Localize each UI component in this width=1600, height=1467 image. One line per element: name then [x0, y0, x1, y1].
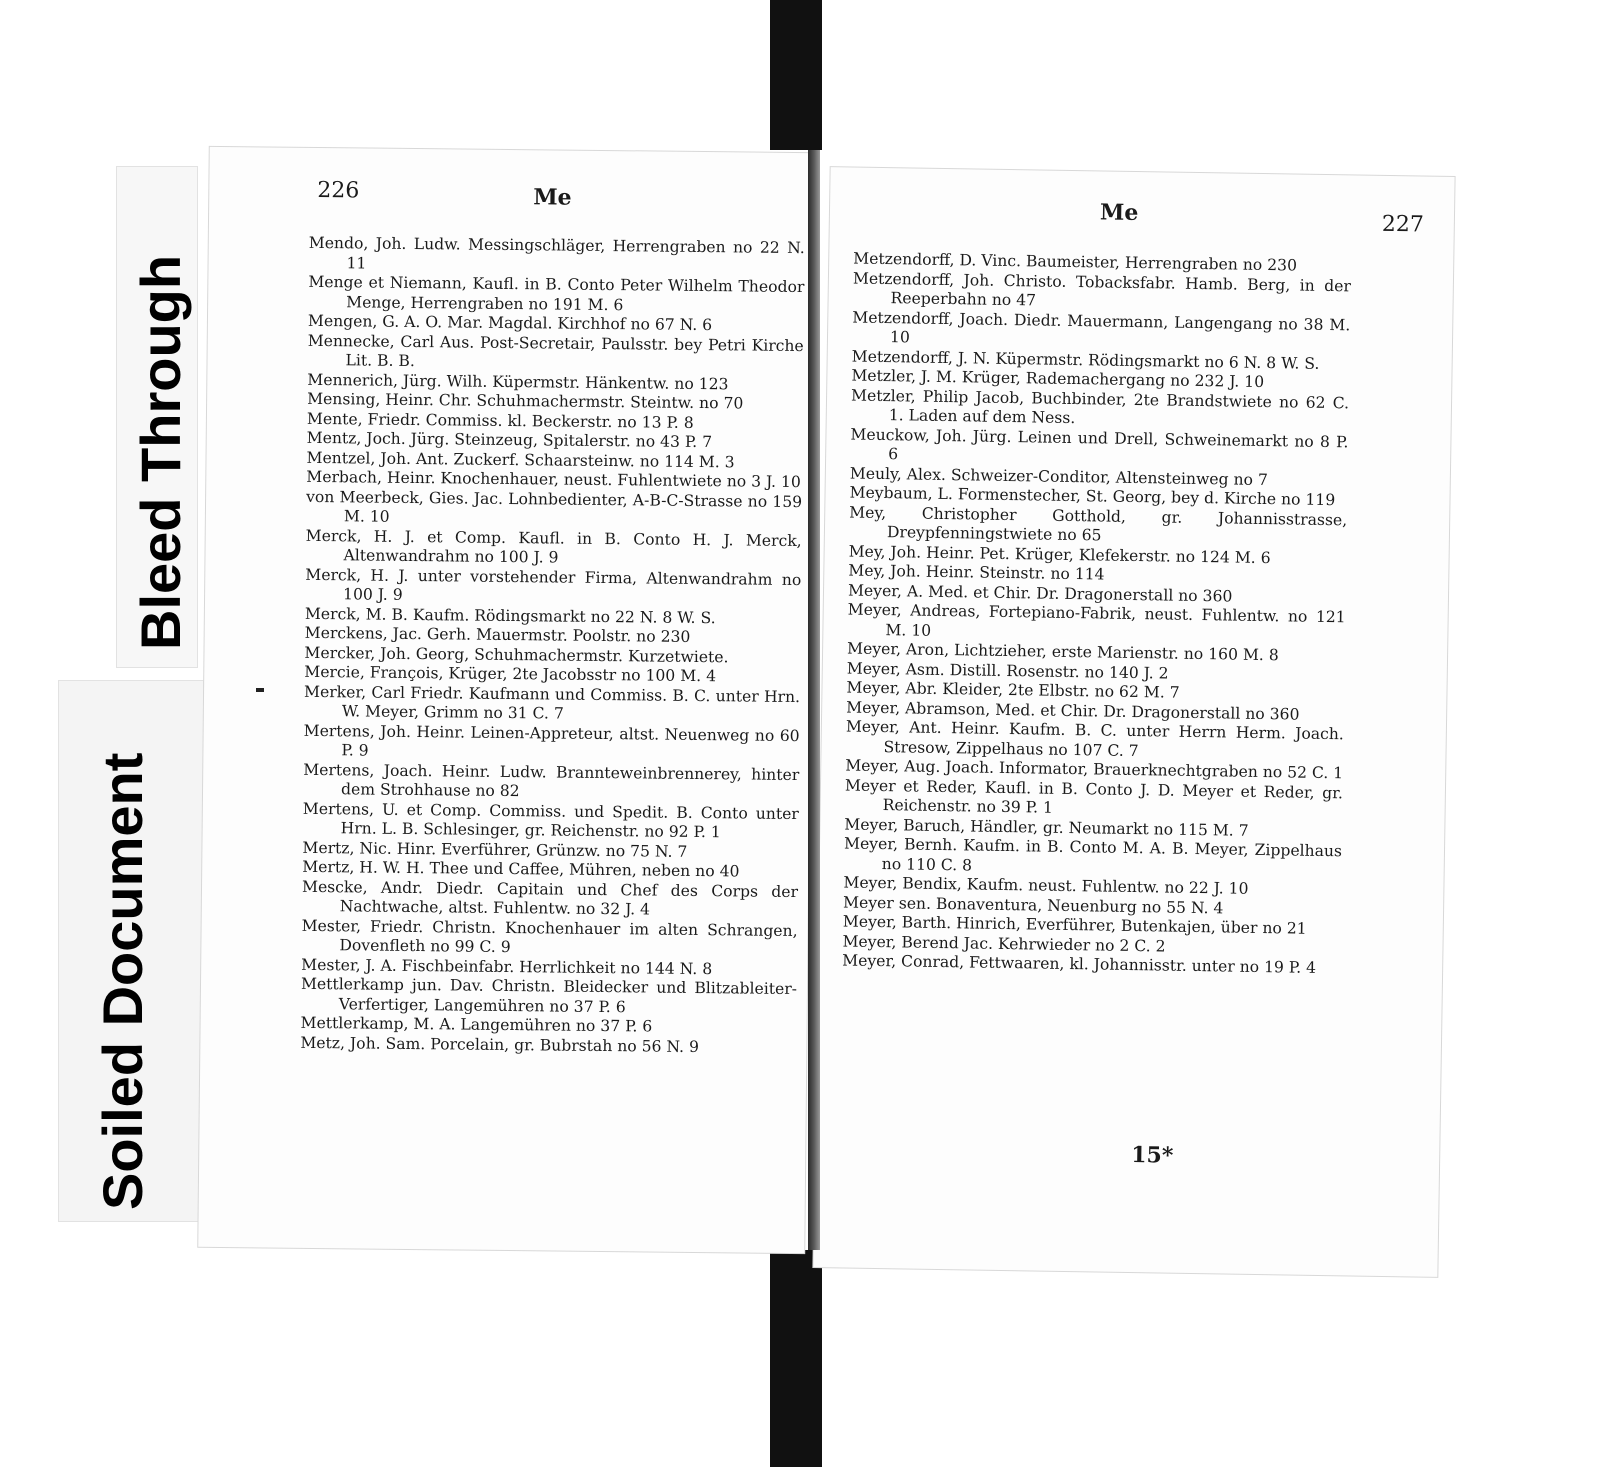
directory-entry: von Meerbeck, Gies. Jac. Lohnbedienter, A-B-C-Strasse no 159 M. 10 [306, 487, 803, 526]
directory-entry: Metzendorff, Joach. Diedr. Mauermann, Langengang no 38 M. 10 [852, 308, 1351, 347]
directory-entry: Mester, Friedr. Christn. Knochenhauer im alten Schrangen, Dovenfleth no 99 C. 9 [301, 916, 798, 957]
left-page [198, 147, 815, 1253]
directory-entry: Mertz, H. W. H. Thee und Caffee, Mühren, neben no 40 [302, 857, 740, 881]
directory-entry: Meyer, Berend Jac. Kehrwieder no 2 C. 2 [842, 931, 1166, 956]
directory-entry: Mey, Joh. Heinr. Steinstr. no 114 [848, 561, 1105, 584]
directory-entry: Mentzel, Joh. Ant. Zuckerf. Schaarsteinw. no 114 M. 3 [306, 448, 735, 471]
directory-entry: Mercie, François, Krüger, 2te Jacobsstr no 100 M. 4 [304, 662, 717, 686]
directory-entry: Mennecke, Carl Aus. Post-Secretair, Paulsstr. bey Petri Kirche Lit. B. B. [307, 331, 804, 371]
directory-entry: Meyer, A. Med. et Chir. Dr. Dragonerstall no 360 [847, 580, 1233, 606]
book-spine [808, 150, 820, 1250]
directory-entry: Meyer, Asm. Distill. Rosenstr. no 140 J. 2 [846, 658, 1169, 683]
directory-entry: Merck, H. J. unter vorstehender Firma, Altenwandrahm no 100 J. 9 [305, 565, 802, 604]
directory-entry: Mercker, Joh. Georg, Schuhmachermstr. Kurzetwiete. [304, 643, 729, 666]
directory-entry: Meyer, Baruch, Händler, gr. Neumarkt no 115 M. 7 [844, 814, 1249, 840]
directory-entry: Merckens, Jac. Gerh. Mauermstr. Poolstr. no 230 [304, 623, 691, 646]
directory-entry: Meyer, Bernh. Kaufm. in B. Conto M. A. B. Meyer, Zippelhaus no 110 C. 8 [843, 834, 1343, 874]
right-page [813, 167, 1454, 1277]
directory-entry: Meyer, Aron, Lichtzieher, erste Marienstr. no 160 M. 8 [846, 639, 1279, 665]
running-head: Me [1099, 199, 1139, 227]
directory-entry: Meyer, Barth. Hinrich, Everführer, Butenkajen, über no 21 [842, 912, 1307, 938]
directory-entry: Meyer sen. Bonaventura, Neuenburg no 55 N. 4 [842, 892, 1224, 917]
directory-entry: Mertz, Nic. Hinr. Everführer, Grünzw. no 75 N. 7 [302, 838, 688, 861]
directory-entry: Mey, Christopher Gotthold, gr. Johannisstrasse, Dreypfenningstwiete no 65 [849, 503, 1348, 545]
directory-entry: Mennerich, Jürg. Wilh. Küpermstr. Hänkentw. no 123 [307, 370, 729, 393]
directory-entry: Mettlerkamp jun. Dav. Christn. Bleidecker und Blitzableiter-Verfertiger, Langemühren no 37 P. 6 [300, 974, 798, 1016]
directory-entry: Mescke, Andr. Diedr. Capitain und Chef des Corps der Nachtwache, altst. Fuhlentw. no 32 J. 4 [301, 877, 799, 919]
directory-entry: Metzendorff, Joh. Christo. Tobacksfabr. Hamb. Berg, in der Reeperbahn no 47 [852, 269, 1352, 310]
directory-entry: Mertens, U. et Comp. Commiss. und Spedit. B. Conto unter Hrn. L. B. Schlesinger, gr. Reichenstr. no 92 P. 1 [302, 799, 799, 842]
directory-entry: Mey, Joh. Heinr. Pet. Krüger, Klefekerstr. no 124 M. 6 [848, 541, 1271, 567]
directory-entry: Mentz, Joch. Jürg. Steinzeug, Spitalerstr. no 43 P. 7 [306, 428, 713, 452]
directory-entry: Meyer, Abramson, Med. et Chir. Dr. Dragonerstall no 360 [846, 697, 1300, 724]
directory-entry: Merker, Carl Friedr. Kaufmann und Commiss. B. C. unter Hrn. W. Meyer, Grimm no 31 C. 7 [303, 682, 801, 723]
directory-entry: Meyer, Bendix, Kaufm. neust. Fuhlentw. no 22 J. 10 [843, 873, 1249, 898]
directory-entry: Mertens, Joh. Heinr. Leinen-Appreteur, altst. Neuenweg no 60 P. 9 [303, 721, 800, 760]
directory-entry: Mendo, Joh. Ludw. Messingschläger, Herrengraben no 22 N. 11 [308, 233, 805, 273]
directory-entry: Metzler, J. M. Krüger, Rademachergang no 232 J. 10 [851, 366, 1265, 392]
directory-entry: Meyer, Aug. Joach. Informator, Brauerknechtgraben no 52 C. 1 [845, 756, 1344, 783]
directory-entry: Meyer et Reder, Kaufl. in B. Conto J. D. Meyer et Reder, gr. Reichenstr. no 39 P. 1 [844, 775, 1344, 817]
signature-mark: 15* [1130, 1142, 1174, 1169]
directory-entry: Metzler, Philip Jacob, Buchbinder, 2te Brandstwiete no 62 C. 1. Laden auf dem Ness. [850, 386, 1350, 428]
directory-entry: Metzendorff, J. N. Küpermstr. Rödingsmarkt no 6 N. 8 W. S. [851, 347, 1320, 373]
directory-entries [842, 250, 1351, 979]
page-number: 227 [1381, 211, 1425, 238]
directory-entry: Metz, Joh. Sam. Porcelain, gr. Bubrstah no 56 N. 9 [300, 1033, 700, 1056]
directory-entry: Meyer, Conrad, Fettwaaren, kl. Johannisstr. unter no 19 P. 4 [842, 951, 1317, 977]
directory-entry: Meuckow, Joh. Jürg. Leinen und Drell, Schweinemarkt no 8 P. 6 [850, 425, 1349, 464]
running-head: Me [533, 184, 572, 211]
directory-entry: Meybaum, L. Formenstecher, St. Georg, bey d. Kirche no 119 [849, 483, 1336, 510]
directory-entry: Mente, Friedr. Commiss. kl. Beckerstr. no 13 P. 8 [306, 409, 694, 432]
bleed-through-label: Bleed Through [129, 254, 192, 650]
binding-clip-bottom [770, 1250, 822, 1467]
directory-entry: Meuly, Alex. Schweizer-Conditor, Altensteinweg no 7 [849, 464, 1268, 489]
directory-entry: Mester, J. A. Fischbeinfabr. Herrlichkeit no 144 N. 8 [301, 955, 713, 978]
directory-entry: Mengen, G. A. O. Mar. Magdal. Kirchhof no 67 N. 6 [307, 311, 713, 335]
directory-entries [300, 234, 805, 1058]
directory-entry: Merbach, Heinr. Knochenhauer, neust. Fuhlentwiete no 3 J. 10 [306, 467, 801, 492]
directory-entry: Meyer, Ant. Heinr. Kaufm. B. C. unter Herrn Herm. Joach. Stresow, Zippelhaus no 107 C. 7 [845, 717, 1344, 760]
directory-entry: Mertens, Joach. Heinr. Ludw. Brannteweinbrennerey, hinter dem Strohhause no 82 [303, 760, 800, 801]
directory-entry: Menge et Niemann, Kaufl. in B. Conto Peter Wilhelm Theodor Menge, Herrengraben no 191 M. 6 [308, 272, 805, 314]
directory-entry: Metzendorff, D. Vinc. Baumeister, Herrengraben no 230 [853, 249, 1298, 275]
directory-entry: Mettlerkamp, M. A. Langemühren no 37 P. 6 [300, 1013, 653, 1036]
directory-entry: Merck, H. J. et Comp. Kaufl. in B. Conto H. J. Merck, Altenwandrahm no 100 J. 9 [305, 526, 802, 567]
directory-entry: Merck, M. B. Kaufm. Rödingsmarkt no 22 N. 8 W. S. [304, 604, 716, 627]
directory-entry: Meyer, Andreas, Fortepiano-Fabrik, neust. Fuhlentw. no 121 M. 10 [847, 600, 1346, 640]
page-number: 226 [317, 177, 360, 204]
soiled-document-label: Soiled Document [91, 752, 154, 1210]
directory-entry: Mensing, Heinr. Chr. Schuhmachermstr. Steintw. no 70 [307, 389, 744, 413]
ink-mark [256, 688, 264, 692]
binding-clip-top [770, 0, 822, 150]
directory-entry: Meyer, Abr. Kleider, 2te Elbstr. no 62 M. 7 [846, 678, 1180, 702]
